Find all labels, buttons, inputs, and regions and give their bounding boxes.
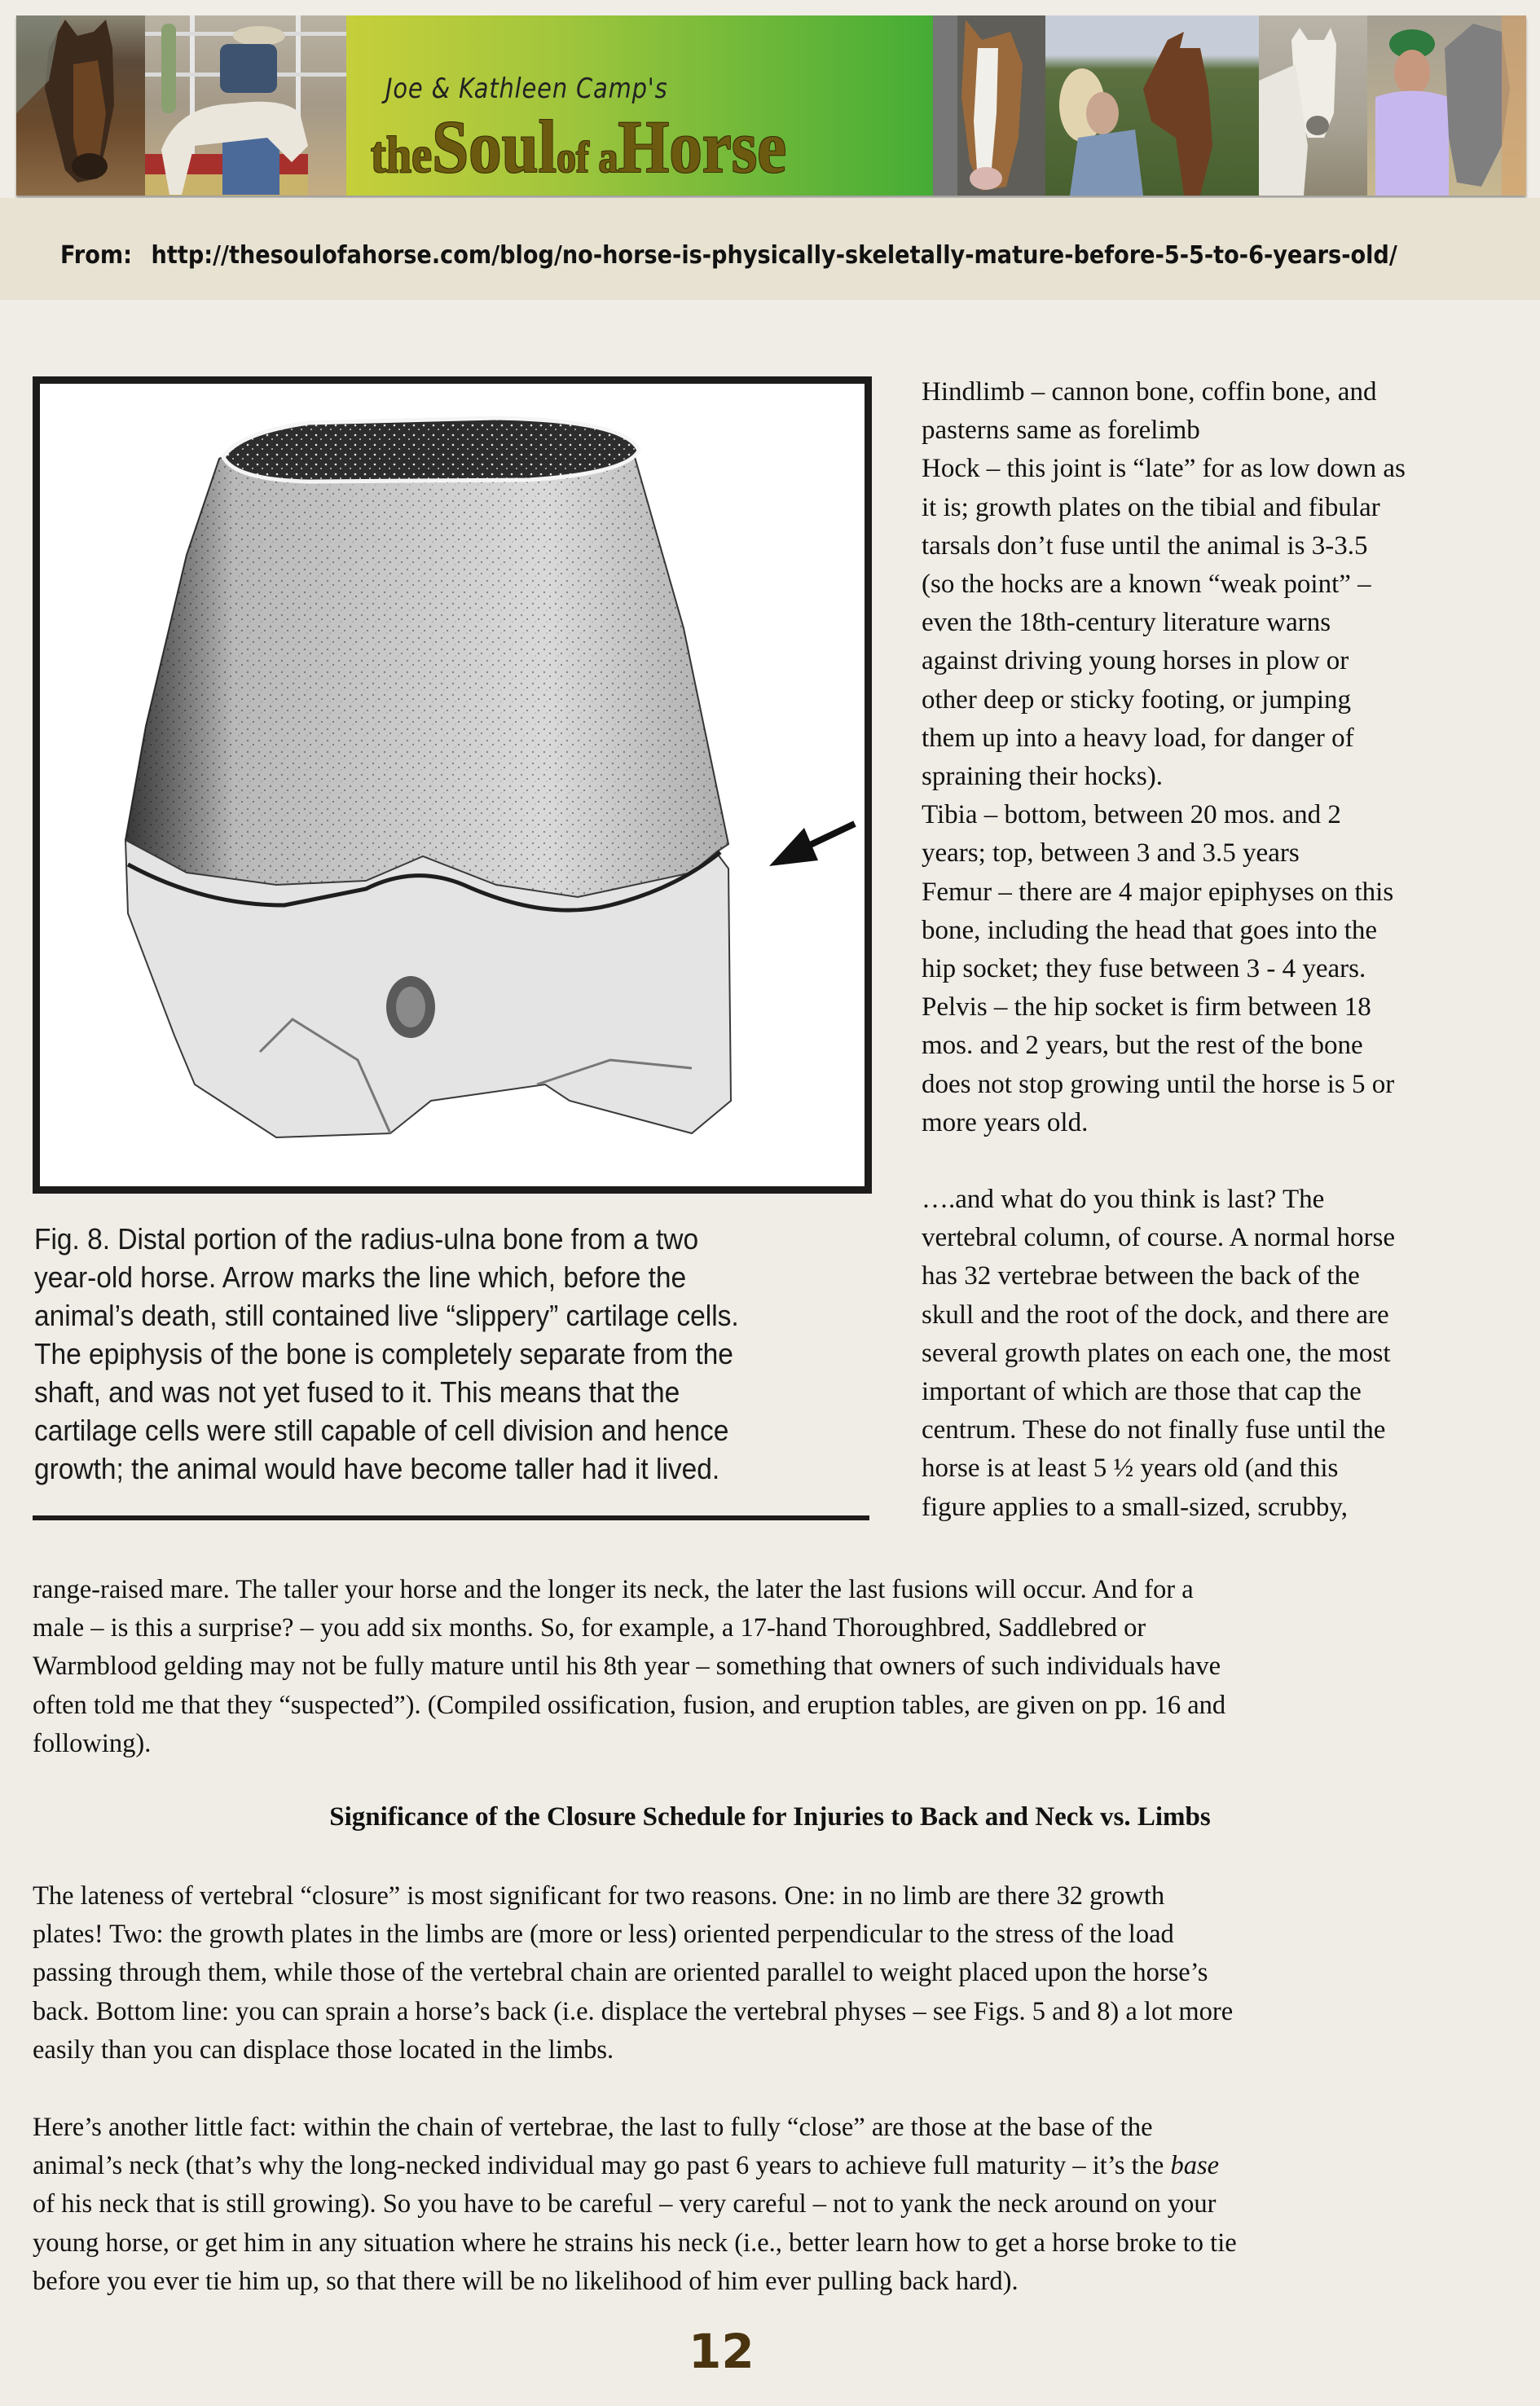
text-line: it is; growth plates on the tibial and fibular (922, 492, 1380, 522)
text-line: pasterns same as forelimb (922, 416, 1200, 446)
logo-word-soul: Soul (432, 105, 557, 188)
right-column-text (922, 373, 1540, 1527)
logo-word-the: the (371, 125, 433, 183)
text-line: The lateness of vertebral “closure” is most significant for two reasons. One: in no limb are there 32 growth (33, 1881, 1165, 1911)
paragraph-gap (922, 1142, 1540, 1181)
text-line: mos. and 2 years, but the rest of the bone (922, 1031, 1363, 1061)
logo-tagline: Joe & Kathleen Camp's (385, 73, 668, 105)
source-citation (60, 241, 1397, 270)
caption-line: Fig. 8. Distal portion of the radius-ulna bone from a two (34, 1222, 699, 1256)
text-segment: animal’s neck (that’s why the long-necked individual may go past 6 years to achieve full maturity – it’s the (33, 2151, 1171, 2181)
text-line: of his neck that is still growing). So you have to be careful – very careful – not to yank the neck around on your (33, 2189, 1217, 2219)
logo-word-horse: Horse (618, 105, 787, 188)
text-line: easily than you can displace those located in the limbs. (33, 2034, 614, 2065)
text-line: hip socket; they fuse between 3 - 4 years. (922, 954, 1366, 984)
text-line: following). (33, 1728, 152, 1758)
paint-horse-photo (933, 15, 1045, 196)
text-line: does not stop growing until the horse is 5 or (922, 1069, 1395, 1099)
text-line: passing through them, while those of the vertebral chain are oriented parallel to weight placed upon the horse’s (33, 1958, 1208, 1988)
page-number: 12 (689, 2324, 755, 2379)
logo-title (371, 103, 786, 190)
text-line: before you ever tie him up, so that there will be no likelihood of him ever pulling back hard). (33, 2266, 1019, 2296)
radius-ulna-bone-illustration (40, 384, 865, 1186)
caption-line: growth; the animal would have become taller had it lived. (34, 1452, 720, 1485)
source-url-link[interactable]: http://thesoulofahorse.com/blog/no-horse-is-physically-skeletally-mature-before-5-5-to-6-years-old/ (151, 241, 1397, 270)
text-line: has 32 vertebrae between the back of the (922, 1261, 1360, 1291)
text-line: Hindlimb – cannon bone, coffin bone, and (922, 377, 1377, 407)
site-logo[interactable] (346, 15, 933, 196)
text-line: spraining their hocks). (922, 762, 1164, 792)
text-line: ….and what do you think is last? The (922, 1185, 1325, 1215)
text-line: back. Bottom line: you can sprain a horse’s back (i.e. displace the vertebral physes – see Figs. 5 and 8) a lot more (33, 1996, 1234, 2026)
emphasis-text: base (1170, 2151, 1220, 2181)
text-line: often told me that they “suspected”). (Compiled ossification, fusion, and eruption tables, are given on pp. 16 and (33, 1690, 1226, 1720)
text-line: other deep or sticky footing, or jumping (922, 684, 1351, 715)
text-line: skull and the root of the dock, and there are (922, 1300, 1389, 1330)
caption-line: shaft, and was not yet fused to it. This means that the (34, 1375, 680, 1409)
text-line: young horse, or get him in any situation where he strains his neck (i.e., better learn how to get a horse broke to tie (33, 2228, 1237, 2258)
body-paragraph-1 (33, 1571, 1524, 1763)
site-banner (16, 15, 1526, 196)
body-paragraph-3 (33, 2109, 1524, 2301)
text-line: several growth plates on each one, the most (922, 1338, 1391, 1368)
bone-figure (33, 376, 872, 1194)
caption-line: year-old horse. Arrow marks the line which, before the (34, 1260, 687, 1294)
text-line: them up into a heavy load, for danger of (922, 723, 1354, 753)
caption-line: animal’s death, still contained live “slippery” cartilage cells. (34, 1299, 739, 1332)
caption-line: The epiphysis of the bone is completely separate from the (34, 1337, 733, 1370)
source-label: From: (60, 241, 133, 270)
text-line: figure applies to a small-sized, scrubby, (922, 1492, 1348, 1522)
text-line: (so the hocks are a known “weak point” – (922, 570, 1371, 600)
text-line: vertebral column, of course. A normal horse (922, 1223, 1395, 1253)
text-line: male – is this a surprise? – you add six months. So, for example, a 17-hand Thoroughbred, Saddlebred or (33, 1613, 1146, 1643)
text-line: years; top, between 3 and 3.5 years (922, 838, 1300, 869)
text-line: Pelvis – the hip socket is firm between 18 (922, 992, 1371, 1023)
text-line: Femur – there are 4 major epiphyses on this (922, 877, 1394, 907)
text-line: Tibia – bottom, between 20 mos. and 2 (922, 800, 1341, 830)
bay-horse-photo (16, 15, 145, 196)
text-line: centrum. These do not finally fuse until the (922, 1415, 1386, 1445)
body-paragraph-2 (33, 1877, 1524, 2070)
woman-with-horse-photo (1367, 15, 1526, 196)
text-line: Hock – this joint is “late” for as low down as (922, 454, 1406, 484)
white-foal-photo (1259, 15, 1367, 196)
text-line: important of which are those that cap the (922, 1377, 1362, 1407)
text-line: horse is at least 5 ½ years old (and this (922, 1454, 1339, 1484)
text-line: bone, including the head that goes into the (922, 915, 1378, 945)
arrow-pointer-icon (769, 824, 855, 866)
text-line: Warmblood gelding may not be fully mature until his 8th year – something that owners of such individuals have (33, 1652, 1221, 1682)
text-line (33, 2147, 1502, 2185)
text-line: against driving young horses in plow or (922, 646, 1349, 676)
text-line: Here’s another little fact: within the chain of vertebrae, the last to fully “close” are those at the base of the (33, 2113, 1153, 2142)
logo-word-of-a: of a (557, 133, 618, 182)
text-line: range-raised mare. The taller your horse and the longer its neck, the later the last fusions will occur. And for a (33, 1575, 1194, 1604)
caption-divider (33, 1515, 869, 1520)
figure-caption (34, 1220, 882, 1488)
text-line: even the 18th-century literature warns (922, 608, 1331, 638)
caption-line: cartilage cells were still capable of cell division and hence (34, 1414, 729, 1447)
man-with-foal-photo (145, 15, 346, 196)
text-line: tarsals don’t fuse until the animal is 3-3.5 (922, 530, 1368, 561)
section-heading: Significance of the Closure Schedule for Injuries to Back and Neck vs. Limbs (329, 1802, 1211, 1832)
man-with-horse-photo (1045, 15, 1259, 196)
text-line: more years old. (922, 1107, 1089, 1137)
text-line: plates! Two: the growth plates in the limbs are (more or less) oriented perpendicular to the stress of the load (33, 1920, 1174, 1950)
